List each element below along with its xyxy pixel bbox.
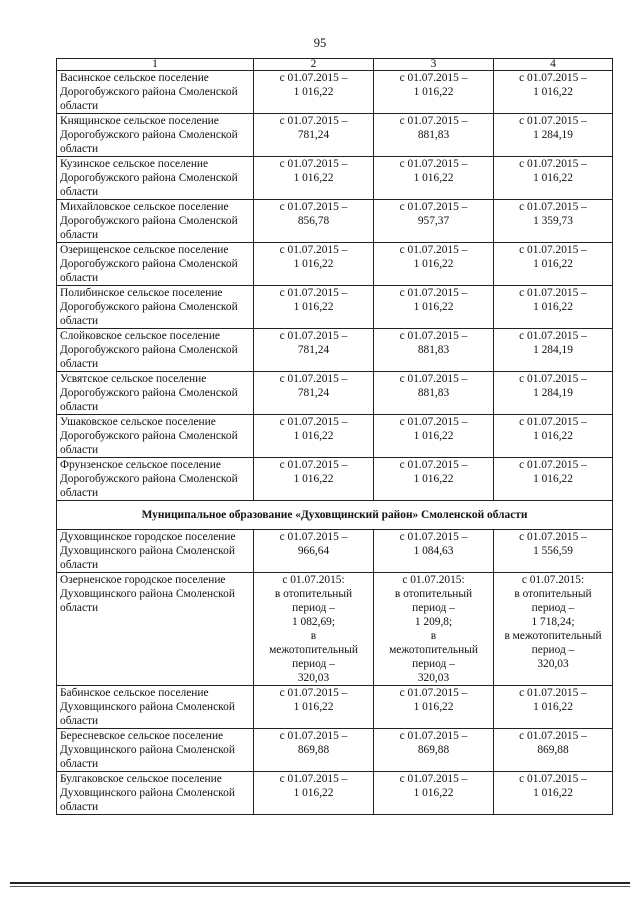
table-row [57,71,613,114]
tariff-cell-col4: с 01.07.2015 – 1 016,22 [494,71,613,114]
tariff-cell-col4: с 01.07.2015 – 1 016,22 [494,243,613,286]
column-header-1: 1 [57,59,254,71]
tariff-cell-col4: с 01.07.2015 – 1 016,22 [494,415,613,458]
settlement-name-cell: Озерненское городское поселение Духовщинского района Смоленской области [57,573,254,686]
tariff-cell-col2: с 01.07.2015: в отопительный период – 1 082,69; в межотопительный период – 320,03 [254,573,374,686]
table-body [57,71,613,815]
tariff-cell-col3: с 01.07.2015 – 881,83 [374,372,494,415]
settlement-name-cell: Слойковское сельское поселение Дорогобужского района Смоленской области [57,329,254,372]
tariff-cell-col3: с 01.07.2015 – 1 016,22 [374,415,494,458]
tariff-cell-col3: с 01.07.2015 – 1 016,22 [374,157,494,200]
tariff-cell-col2: с 01.07.2015 – 1 016,22 [254,772,374,815]
tariff-cell-col2: с 01.07.2015 – 869,88 [254,729,374,772]
tariff-cell-col2: с 01.07.2015 – 781,24 [254,114,374,157]
tariff-cell-col3: с 01.07.2015 – 1 084,63 [374,530,494,573]
column-header-3: 3 [374,59,494,71]
tariff-cell-col4: с 01.07.2015: в отопительный период – 1 718,24; в межотопительный период – 320,03 [494,573,613,686]
tariff-cell-col4: с 01.07.2015 – 1 016,22 [494,286,613,329]
table-row [57,686,613,729]
table-header-row [57,59,613,71]
settlement-name-cell: Бабинское сельское поселение Духовщинского района Смоленской области [57,686,254,729]
bottom-rule-thin [10,886,630,887]
tariff-cell-col3: с 01.07.2015: в отопительный период – 1 209,8; в межотопительный период – 320,03 [374,573,494,686]
tariff-cell-col2: с 01.07.2015 – 1 016,22 [254,686,374,729]
table-row [57,372,613,415]
settlement-name-cell: Бересневское сельское поселение Духовщинского района Смоленской области [57,729,254,772]
settlement-name-cell: Полибинское сельское поселение Дорогобужского района Смоленской области [57,286,254,329]
tariff-cell-col3: с 01.07.2015 – 1 016,22 [374,286,494,329]
tariff-cell-col4: с 01.07.2015 – 1 016,22 [494,686,613,729]
tariff-cell-col3: с 01.07.2015 – 957,37 [374,200,494,243]
tariff-cell-col3: с 01.07.2015 – 881,83 [374,114,494,157]
section-title: Муниципальное образование «Духовщинский район» Смоленской области [57,501,613,530]
table-row [57,157,613,200]
page-number: 95 [313,36,327,50]
settlement-name-cell: Фрунзенское сельское поселение Дорогобужского района Смоленской области [57,458,254,501]
tariff-cell-col3: с 01.07.2015 – 1 016,22 [374,686,494,729]
tariff-cell-col4: с 01.07.2015 – 869,88 [494,729,613,772]
settlement-name-cell: Княщинское сельское поселение Дорогобужского района Смоленской области [57,114,254,157]
table-row [57,415,613,458]
tariff-table [56,58,613,815]
tariff-cell-col2: с 01.07.2015 – 1 016,22 [254,415,374,458]
table-row [57,573,613,686]
table-row [57,458,613,501]
tariff-cell-col2: с 01.07.2015 – 1 016,22 [254,71,374,114]
tariff-cell-col2: с 01.07.2015 – 1 016,22 [254,286,374,329]
tariff-cell-col4: с 01.07.2015 – 1 556,59 [494,530,613,573]
tariff-cell-col4: с 01.07.2015 – 1 284,19 [494,329,613,372]
table-row [57,530,613,573]
tariff-cell-col4: с 01.07.2015 – 1 359,73 [494,200,613,243]
table-row [57,243,613,286]
tariff-cell-col4: с 01.07.2015 – 1 284,19 [494,372,613,415]
table-row [57,114,613,157]
settlement-name-cell: Усвятское сельское поселение Дорогобужского района Смоленской области [57,372,254,415]
table-row [57,772,613,815]
settlement-name-cell: Духовщинское городское поселение Духовщинского района Смоленской области [57,530,254,573]
tariff-cell-col2: с 01.07.2015 – 1 016,22 [254,458,374,501]
column-header-2: 2 [254,59,374,71]
tariff-cell-col3: с 01.07.2015 – 869,88 [374,729,494,772]
tariff-cell-col3: с 01.07.2015 – 1 016,22 [374,458,494,501]
tariff-cell-col2: с 01.07.2015 – 781,24 [254,329,374,372]
tariff-cell-col3: с 01.07.2015 – 1 016,22 [374,772,494,815]
tariff-cell-col2: с 01.07.2015 – 1 016,22 [254,243,374,286]
settlement-name-cell: Михайловское сельское поселение Дорогобужского района Смоленской области [57,200,254,243]
tariff-cell-col2: с 01.07.2015 – 1 016,22 [254,157,374,200]
settlement-name-cell: Васинское сельское поселение Дорогобужского района Смоленской области [57,71,254,114]
settlement-name-cell: Кузинское сельское поселение Дорогобужского района Смоленской области [57,157,254,200]
table-row [57,286,613,329]
tariff-cell-col4: с 01.07.2015 – 1 284,19 [494,114,613,157]
tariff-cell-col2: с 01.07.2015 – 856,78 [254,200,374,243]
tariff-cell-col2: с 01.07.2015 – 966,64 [254,530,374,573]
tariff-cell-col4: с 01.07.2015 – 1 016,22 [494,772,613,815]
table-row [57,729,613,772]
column-header-4: 4 [494,59,613,71]
tariff-cell-col3: с 01.07.2015 – 1 016,22 [374,71,494,114]
settlement-name-cell: Озерищенское сельское поселение Дорогобужского района Смоленской области [57,243,254,286]
bottom-rule [10,882,630,884]
settlement-name-cell: Ушаковское сельское поселение Дорогобужского района Смоленской области [57,415,254,458]
tariff-cell-col4: с 01.07.2015 – 1 016,22 [494,458,613,501]
tariff-cell-col2: с 01.07.2015 – 781,24 [254,372,374,415]
tariff-cell-col3: с 01.07.2015 – 881,83 [374,329,494,372]
tariff-cell-col4: с 01.07.2015 – 1 016,22 [494,157,613,200]
section-row [57,501,613,530]
settlement-name-cell: Булгаковское сельское поселение Духовщинского района Смоленской области [57,772,254,815]
tariff-cell-col3: с 01.07.2015 – 1 016,22 [374,243,494,286]
table-row [57,329,613,372]
table-row [57,200,613,243]
